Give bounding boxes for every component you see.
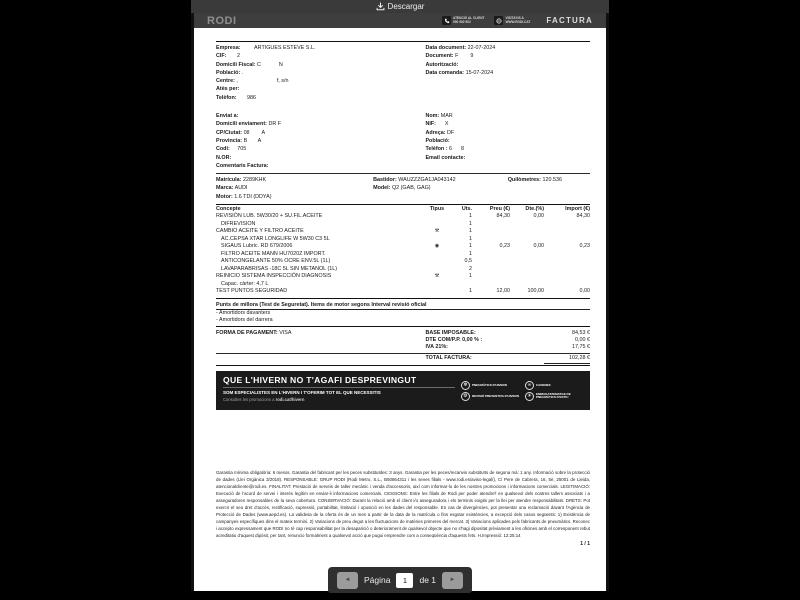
- field-label: N.OR:: [216, 154, 232, 161]
- table-row: CAMBIO ACEITE Y FILTRO ACEITE ⚒ 1: [216, 228, 472, 235]
- field-label: Empresa:: [216, 45, 241, 51]
- phone-icon: [442, 16, 451, 25]
- sun-icon: ☀: [525, 392, 534, 401]
- download-button[interactable]: [376, 2, 425, 11]
- phone-number: 900 902 902: [453, 19, 471, 24]
- field-value: 15-07-2024: [465, 69, 494, 76]
- doc-type-title: FACTURA: [546, 16, 593, 25]
- download-icon: [376, 2, 385, 11]
- banner-title: QUE L'HIVERN NO T'AGAFI DESPREVINGUT: [223, 375, 417, 386]
- chevron-left-icon: ◄: [344, 577, 351, 583]
- field-value: [240, 113, 242, 119]
- field-label: Document:: [425, 53, 454, 60]
- divider: [216, 326, 590, 327]
- field-label: Marca:: [216, 185, 234, 192]
- dte-value: 0,00 €: [575, 336, 590, 343]
- field-value: MAR: [440, 113, 453, 120]
- field-value: 705: [231, 146, 247, 153]
- field-label: Enviat a:: [216, 113, 239, 120]
- chevron-right-icon: ►: [449, 577, 456, 583]
- table-row: DIFREVISION 1: [221, 220, 472, 227]
- download-label: Descargar: [387, 2, 425, 11]
- table-row: LAVAPARABRISAS -18C 5L SIN METANOL (1L) 2: [221, 265, 472, 272]
- base-label: BASE IMPOSABLE:: [425, 329, 476, 336]
- table-row: ANTICONGELANTE 50% OCRE ENV.5L (1L) 0,5: [221, 258, 472, 265]
- viewer-toolbar: [191, 0, 609, 13]
- iva-value: 17,75 €: [572, 344, 590, 351]
- field-value: ARTIGUES ESTEVE S.L.: [242, 45, 316, 51]
- field-label: Data comanda:: [425, 69, 465, 76]
- plate-value: 2289KHK: [242, 177, 267, 184]
- field-label: Població:: [216, 69, 241, 76]
- field-label: Email contacte:: [425, 154, 466, 161]
- badge-summer-storage: ☀ EMMAGATZEMATGE DE PNEUMÀTICS D'ESTIU: [525, 392, 583, 401]
- table-row: REINICIO SISTEMA INSPECCIÓN DIAGNOSIS ⚒ 1: [216, 273, 472, 280]
- field-value: C N: [257, 61, 283, 68]
- col-tipus: Tipus: [429, 205, 445, 212]
- vin-value: WAUZZZGA1JA043142: [398, 177, 456, 184]
- sigaus-icon: ◉: [434, 243, 440, 250]
- phone-title: ATENCIÓ AL CLIENT: [453, 15, 485, 20]
- legal-fine-print: Garantia mínima obligatòria: 6 mesos. Garantia del fabricant per les peces substituïdes: 3 anys. Garantia per les peces/recanvis substituïts de segona mà: 1 any. Informació sobre la protecció de dades (Llei Orgànica 3/2018). RESPONSABLE: GRUP RODI (Rodi Metro, S.L., B50864311 i les seves filials - www.rodi.es/aviso-legal/), C/ Pere de Cabrera, 16, 5è, 25001 de Lleida, atencionalcliente@rodi.es. FINALITAT: Prestació de serveis de taller mecànic i venda d'accessoris, així com informar-lo de les nostres promocions i informacions comercials. LEGITIMACIÓ: Execució de l'acord de servei i interès legítim en enviar-li informacions comercials. CESSIONS: Entre les filials de Rodi per poder atendre'l en qualsevol dels nostres tallers associats i a asseguradores responsables de la seva cobertura. CONSERVACIÓ: Durant la relació amb el client i/o asseguradora i els terminis exigits per la llei per atendre responsabilitats. DRETS: Pot exercir el seu dret d'accés, rectificació, supressió, portabilitat, limitació i oposició en les dades del responsable. En cas de divergències, pot presentar una reclamació davant l'Agència de Protecció de Dades (www.aepd.es). La validesa de la oferta és de un mes a partir de la data de la matrícula o fins esgotar existències, a excepció dels casos següents: 1) Existència de campanyes específiques dins el mateix termini. 2) Variacions de preu degut a les fluctuacions de matèries primeres del mercat. 3) Variacions aplicades pels fabricants de pneumàtics. Reconec i accepto expressament que RODI no té cap responsabilitat per la desaparició o deteriorament de qualsevol objecte que no s'hagi dipositat prèviament a les oficines amb el corresponent rebut acreditatiu d'aquest dipòsit, per tant, renuncio formalment a qualsevol acció que pugui emprendre com a conseqüència d'aquests fets. H.Impressió: 12:25:14: [216, 470, 590, 538]
- field-value: 22-07-2024: [467, 45, 496, 51]
- invoice-body: [194, 41, 606, 547]
- badge-winter-tyres: ❄ PNEUMÀTICS D'HIVERN: [461, 381, 519, 390]
- col-uts: Uts.: [461, 205, 472, 212]
- banner-promo: Consultes les promocions a rodi.cat/hivern: [223, 397, 305, 403]
- table-row: TEST PUNTOS SEGURIDAD 1 12,00 100,00 0,00: [216, 288, 590, 295]
- prev-page-button[interactable]: [337, 572, 358, 589]
- line-items-table: [216, 206, 590, 296]
- divider: [216, 173, 590, 174]
- badge-chains: ∞ CADENES: [525, 381, 583, 390]
- globe-icon: [494, 16, 503, 25]
- field-label: Atès per:: [216, 86, 240, 93]
- page-count-label: de 1: [419, 575, 437, 585]
- page-navigator: [328, 567, 472, 593]
- field-value: 986: [238, 94, 257, 101]
- total-row: [216, 354, 590, 364]
- phone-contact: [442, 16, 484, 25]
- snowflake-icon: ❄: [461, 381, 470, 390]
- table-row: SIGAUS Lubric. RD 679/2006 ◉ 1 0,23 0,00 0,23: [221, 243, 590, 250]
- improvement-points: [216, 301, 590, 324]
- payment-value: VISA: [279, 329, 292, 336]
- base-value: 84,53 €: [572, 329, 590, 336]
- wrench-icon: ⚒: [434, 273, 440, 280]
- field-value: 08 A: [243, 129, 266, 136]
- km-value: 120.536: [542, 177, 562, 184]
- table-row: Capac. càrter: 4,7 L: [221, 280, 269, 287]
- field-label: NIF:: [425, 121, 436, 128]
- col-import: Import (€): [565, 205, 590, 212]
- page-number-input[interactable]: [396, 573, 413, 588]
- field-value: B A: [243, 137, 262, 144]
- field-label: CP/Ciutat:: [216, 129, 243, 136]
- field-label: Quilòmetres:: [507, 177, 541, 184]
- brand-value: AUDI: [234, 185, 248, 192]
- improvement-item: - Amortidors davanters: [216, 309, 271, 316]
- field-label: Data document:: [425, 45, 467, 51]
- print-time: H.Impressió: 12:25:14: [476, 532, 521, 538]
- field-label: Centre:: [216, 78, 235, 85]
- pdf-viewer: [191, 0, 609, 600]
- divider: [216, 41, 590, 42]
- banner-subtitle: SOM ESPECIALISTES EN L'HIVERN I T'OFERIM TOT EL QUE NECESSITIS: [223, 387, 455, 395]
- field-label: Matrícula:: [216, 177, 242, 184]
- web-url: WWW.RODI.CAT: [505, 19, 531, 24]
- col-concepte: Concepte: [216, 205, 241, 212]
- total-label: TOTAL FACTURA:: [425, 355, 472, 362]
- field-value: F 9: [455, 53, 474, 60]
- field-label: Provincia:: [216, 137, 243, 144]
- table-row: AC.CEPSA XTAR LONGLIFE W 5W30 C3 5L 1: [221, 235, 472, 242]
- field-label: Telèfon :: [425, 146, 448, 153]
- field-value: 6 8: [449, 146, 464, 153]
- payment-label: FORMA DE PAGAMENT:: [216, 329, 278, 336]
- badge-winter-check: ⚙ REVISIÓ PREVENTIVA D'HIVERN: [461, 392, 519, 401]
- gear-icon: ⚙: [461, 392, 470, 401]
- field-label: Domicili enviament:: [216, 121, 267, 128]
- iva-label: IVA 21%:: [425, 344, 448, 351]
- improvement-title: Punts de millora (Test de Seguretat). Items de motor segons Interval revisió oficial: [216, 301, 590, 310]
- field-value: DF: [447, 129, 455, 136]
- field-label: Domicili Fiscal:: [216, 61, 256, 68]
- total-value: 102,28 €: [544, 354, 590, 364]
- field-label: Codi:: [216, 146, 230, 153]
- field-value: X: [437, 121, 449, 128]
- field-value: DR F: [268, 121, 282, 128]
- field-value: [451, 138, 453, 144]
- table-row: REVISIÓN LUB. 5W30/20 + SU.FIL.ACEITE 1 84,30 0,00 84,30: [216, 213, 590, 220]
- field-value: [233, 155, 235, 161]
- field-value: 2: [227, 53, 240, 60]
- engine-value: 1.6 TDI (DDYA): [234, 193, 272, 200]
- totals-block: [216, 330, 590, 352]
- web-contact: [494, 16, 530, 25]
- divider: [216, 204, 590, 205]
- field-label: CIF:: [216, 53, 227, 60]
- next-page-button[interactable]: [442, 572, 463, 589]
- field-label: Motor:: [216, 193, 233, 200]
- invoice-header: [194, 13, 606, 28]
- improvement-item: - Amortidors del darrera: [216, 316, 273, 323]
- promo-link: rodi.cat/hivern: [275, 397, 305, 403]
- field-label: Telèfon:: [216, 94, 237, 101]
- wrench-icon: ⚒: [434, 228, 440, 235]
- company-info-block: [216, 44, 590, 102]
- field-label: Bastidor:: [373, 177, 397, 184]
- rodi-logo: RODI: [207, 14, 237, 27]
- col-preu: Preu (€): [489, 205, 510, 212]
- invoice-page: [191, 13, 609, 591]
- divider: [216, 365, 590, 366]
- field-label: Model:: [373, 185, 391, 192]
- vehicle-block: [216, 176, 590, 201]
- winter-promo-banner: [216, 371, 590, 410]
- customer-info-block: [216, 112, 590, 170]
- table-row: FILTRO ACEITE MANN HU7020Z IMPORT. 1: [221, 250, 472, 257]
- web-title: VISITA'NS A: [505, 15, 524, 20]
- field-label: Nom:: [425, 113, 440, 120]
- field-value: .: [241, 69, 244, 76]
- field-label: Comentaris Factura:: [216, 162, 269, 169]
- field-label: Autorització:: [425, 61, 459, 68]
- page-label: Página: [363, 575, 391, 585]
- field-value: , f, s/n: [236, 78, 289, 85]
- divider: [216, 298, 590, 299]
- field-label: Població:: [425, 137, 450, 144]
- dte-label: DTE COM/P.P. 0,00 % :: [425, 336, 483, 343]
- page-fraction: 1 / 1: [580, 541, 590, 548]
- field-label: Adreça:: [425, 129, 446, 136]
- model-value: Q2 (GAB, GAG): [391, 185, 431, 192]
- chains-icon: ∞: [525, 381, 534, 390]
- col-dte: Dte.(%): [525, 205, 544, 212]
